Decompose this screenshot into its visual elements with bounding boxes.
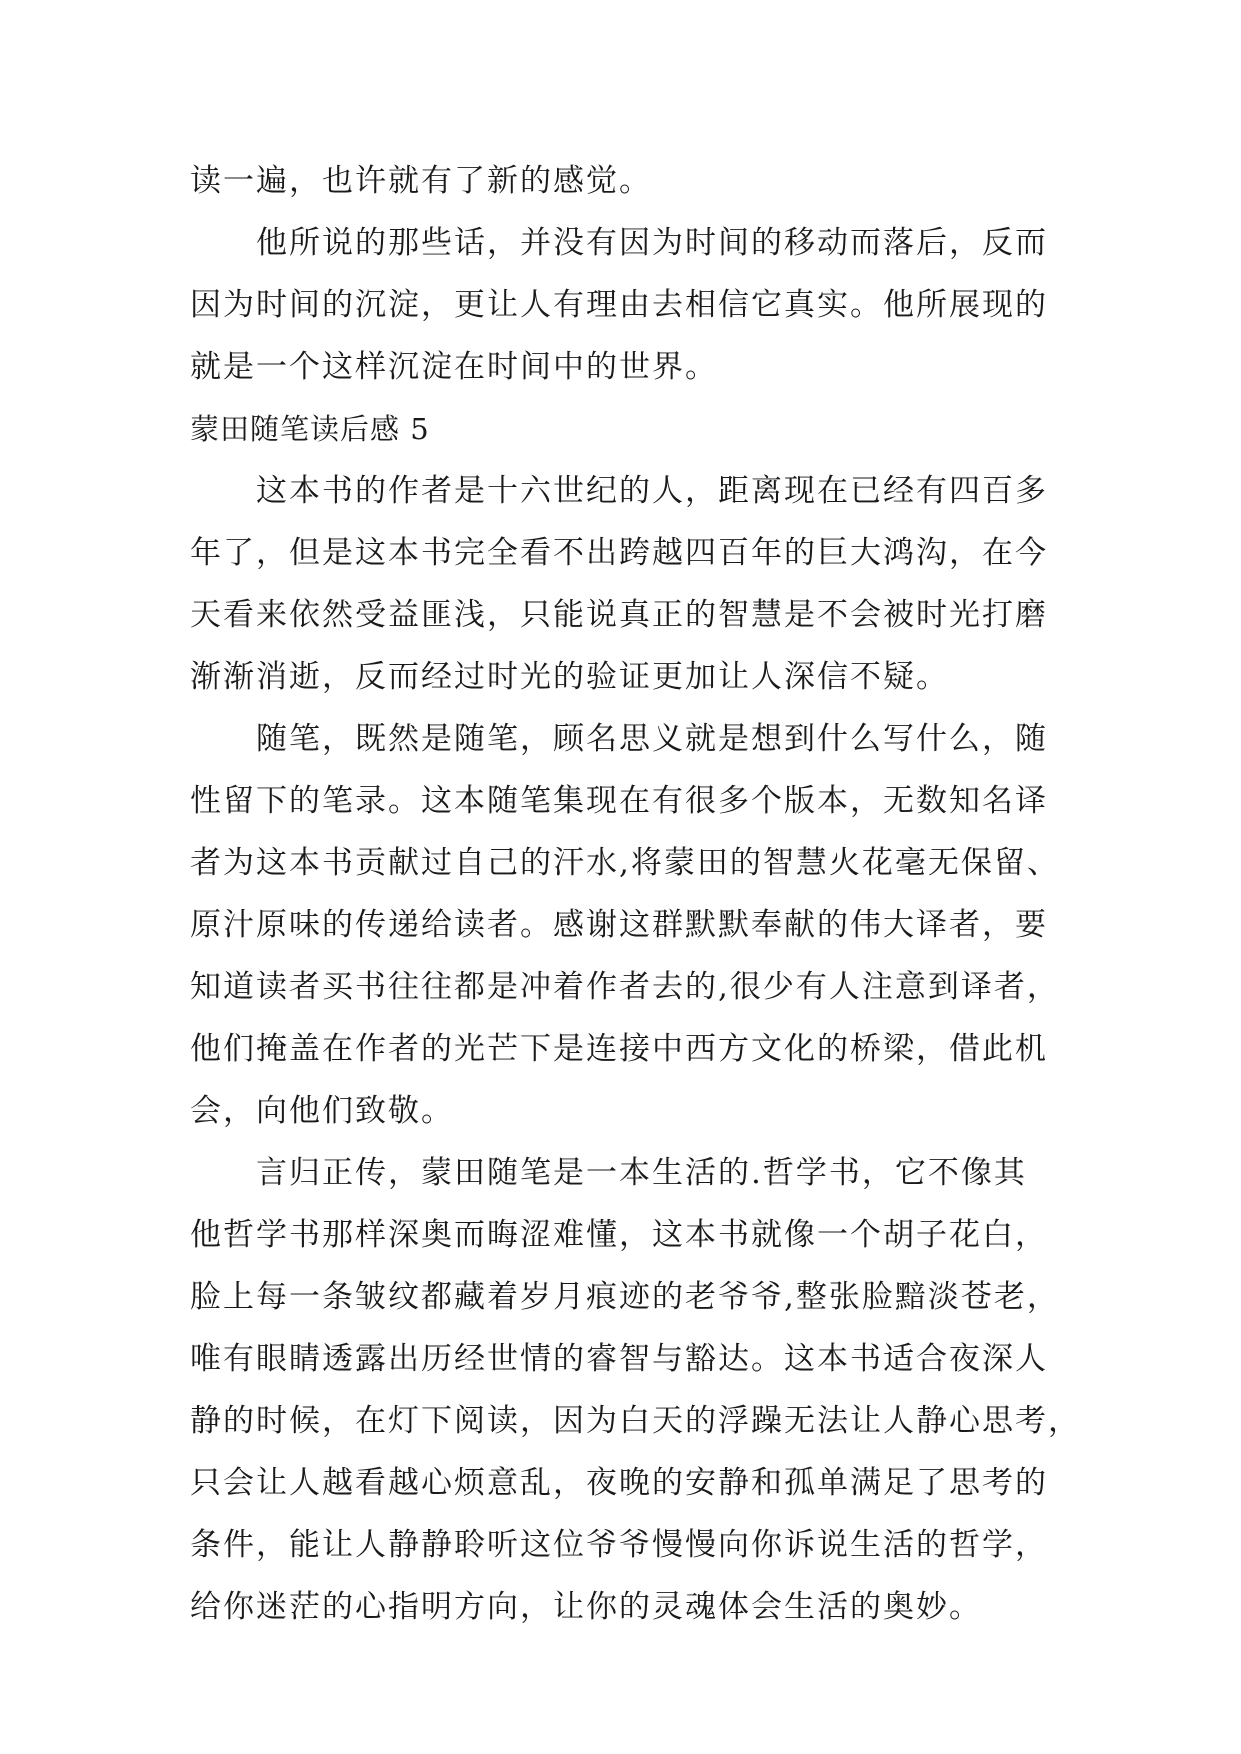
- paragraph-start-line: 言归正传，蒙田随笔是一本生活的.哲学书，它不像其: [256, 1155, 1027, 1191]
- text-line: 读一遍，也许就有了新的感觉。: [190, 163, 652, 199]
- text-line: 他们掩盖在作者的光芒下是连接中西方文化的桥梁，借此机: [190, 1031, 1048, 1067]
- text-line: 只会让人越看越心烦意乱，夜晚的安静和孤单满足了思考的: [190, 1465, 1048, 1501]
- text-line: 者为这本书贡献过自己的汗水,将蒙田的智慧火花毫无保留、: [190, 845, 1060, 881]
- paragraph-start-line: 这本书的作者是十六世纪的人，距离现在已经有四百多: [256, 473, 1048, 509]
- paragraph-start-line: 他所说的那些话，并没有因为时间的移动而落后，反而: [256, 225, 1048, 261]
- text-line: 就是一个这样沉淀在时间中的世界。: [190, 349, 718, 385]
- section-heading: 蒙田随笔读后感 5: [190, 412, 430, 446]
- text-line: 静的时候，在灯下阅读，因为白天的浮躁无法让人静心思考，: [190, 1403, 1081, 1439]
- text-line: 条件，能让人静静聆听这位爷爷慢慢向你诉说生活的哲学，: [190, 1527, 1048, 1563]
- text-line: 渐渐消逝，反而经过时光的验证更加让人深信不疑。: [190, 659, 949, 695]
- text-line: 给你迷茫的心指明方向，让你的灵魂体会生活的奥妙。: [190, 1589, 982, 1625]
- text-line: 唯有眼睛透露出历经世情的睿智与豁达。这本书适合夜深人: [190, 1341, 1048, 1377]
- text-line: 原汁原味的传递给读者。感谢这群默默奉献的伟大译者，要: [190, 907, 1048, 943]
- text-line: 会，向他们致敬。: [190, 1093, 454, 1129]
- text-line: 性留下的笔录。这本随笔集现在有很多个版本，无数知名译: [190, 783, 1048, 819]
- text-line: 年了，但是这本书完全看不出跨越四百年的巨大鸿沟，在今: [190, 535, 1048, 571]
- text-line: 知道读者买书往往都是冲着作者去的,很少有人注意到译者，: [190, 969, 1060, 1005]
- text-line: 因为时间的沉淀，更让人有理由去相信它真实。他所展现的: [190, 287, 1048, 323]
- paragraph-start-line: 随笔，既然是随笔，顾名思义就是想到什么写什么，随: [256, 721, 1048, 757]
- text-line: 天看来依然受益匪浅，只能说真正的智慧是不会被时光打磨: [190, 597, 1048, 633]
- document-page: [190, 150, 1081, 1638]
- text-line: 他哲学书那样深奥而晦涩难懂，这本书就像一个胡子花白，: [190, 1217, 1048, 1253]
- text-line: 脸上每一条皱纹都藏着岁月痕迹的老爷爷,整张脸黯淡苍老，: [190, 1279, 1060, 1315]
